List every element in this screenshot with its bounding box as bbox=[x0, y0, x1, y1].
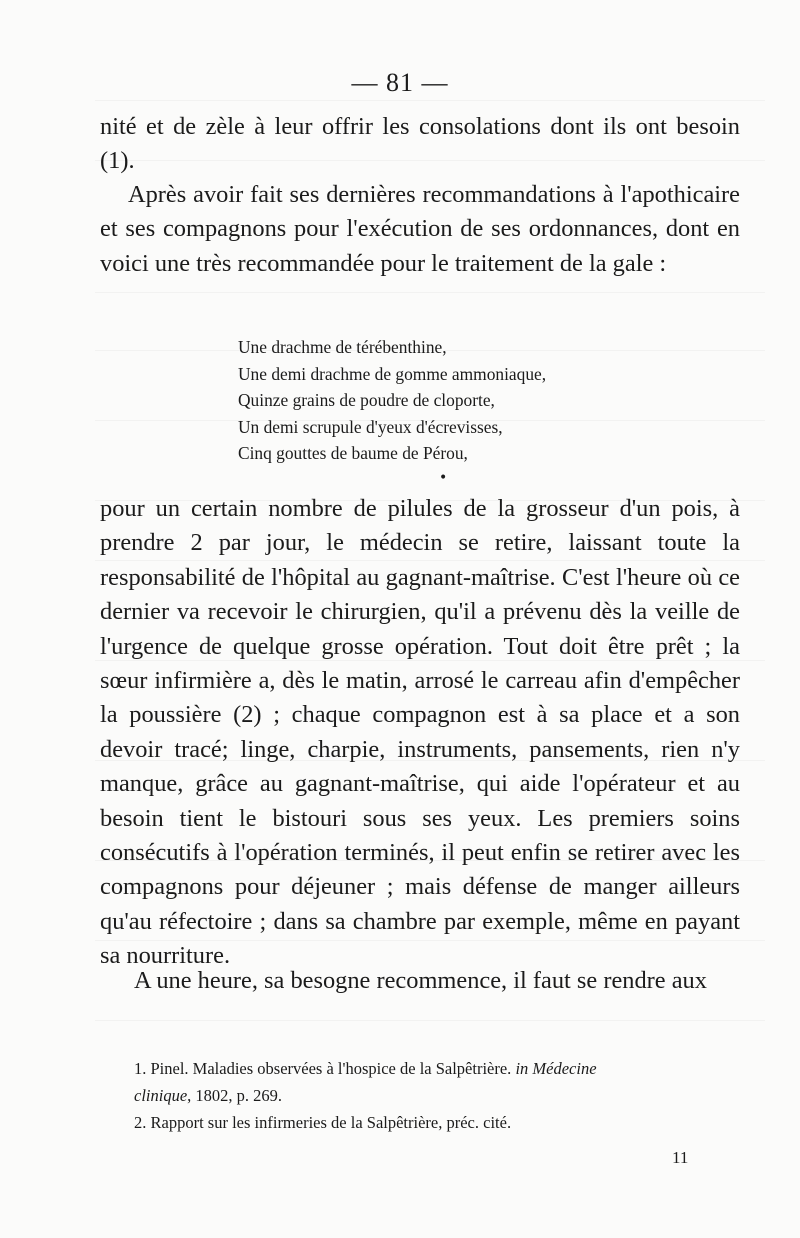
recipe-line: Une drachme de térébenthine, bbox=[238, 337, 447, 357]
recipe-line: Un demi scrupule d'yeux d'écrevisses, bbox=[238, 416, 503, 437]
footnote-1-italic-b: clinique bbox=[134, 1086, 188, 1105]
recipe-line: Cinq gouttes de baume de Pérou, bbox=[238, 443, 468, 464]
signature-mark: 11 bbox=[672, 1148, 689, 1167]
paragraph-1: nité et de zèle à leur offrir les consolations dont ils ont besoin (1). bbox=[100, 113, 740, 175]
footnote-2: 2. Rapport sur les infirmeries de la Salpêtrière, préc. cité. bbox=[134, 1113, 512, 1132]
recipe-list bbox=[238, 334, 546, 467]
recipe-line: Une demi drachme de gomme ammoniaque, bbox=[238, 363, 547, 384]
footnote-1-rest: , 1802, p. 269. bbox=[187, 1086, 283, 1105]
footnote-1-text: 1. Pinel. Maladies observées à l'hospice de la Salpêtrière. bbox=[134, 1059, 512, 1078]
footnote-1-continued bbox=[100, 1082, 760, 1109]
paragraph-2: Après avoir fait ses dernières recommandations à l'apothicaire et ses compagnons pour l'exécution de ses ordonnances, dont en voici une très recommandée pour le traitement de la gale : bbox=[100, 181, 740, 277]
paragraph-3: pour un certain nombre de pilules de la grosseur d'un pois, à prendre 2 par jour, le médecin se retire, laissant toute la responsabilité de l'hôpital au gagnant-maîtrise. C'est l'heure où ce dernier va recevoir le chirurgien, qu'il a prévenu dès la veille de l'urgence de quelque grosse opération. Tout doit être prêt ; la sœur infirmière a, dès le matin, arrosé le carreau afin d'empêcher la poussière (2) ; chaque compagnon est à sa place et a son devoir tracé; linge, charpie, instruments, pansements, rien n'y manque, grâce au gagnant-maîtrise, qui aide l'opérateur et au besoin tient le bistouri sous ses yeux. Les premiers soins consécutifs à l'opération terminés, il peut enfin se retirer avec les compagnons pour déjeuner ; mais défense de manger ailleurs qu'au réfectoire ; dans sa chambre par exemple, même en payant sa nourriture. bbox=[100, 495, 740, 970]
page-number: — 81 — bbox=[351, 68, 449, 97]
footnote-1 bbox=[100, 1055, 760, 1082]
paragraph-4: A une heure, sa besogne recommence, il faut se rendre aux bbox=[134, 967, 707, 994]
recipe-line: Quinze grains de poudre de cloporte, bbox=[238, 390, 495, 411]
footnotes bbox=[100, 1055, 760, 1136]
footnote-1-italic-a: in Médecine bbox=[515, 1059, 597, 1078]
bullet-mark: • bbox=[439, 470, 448, 486]
